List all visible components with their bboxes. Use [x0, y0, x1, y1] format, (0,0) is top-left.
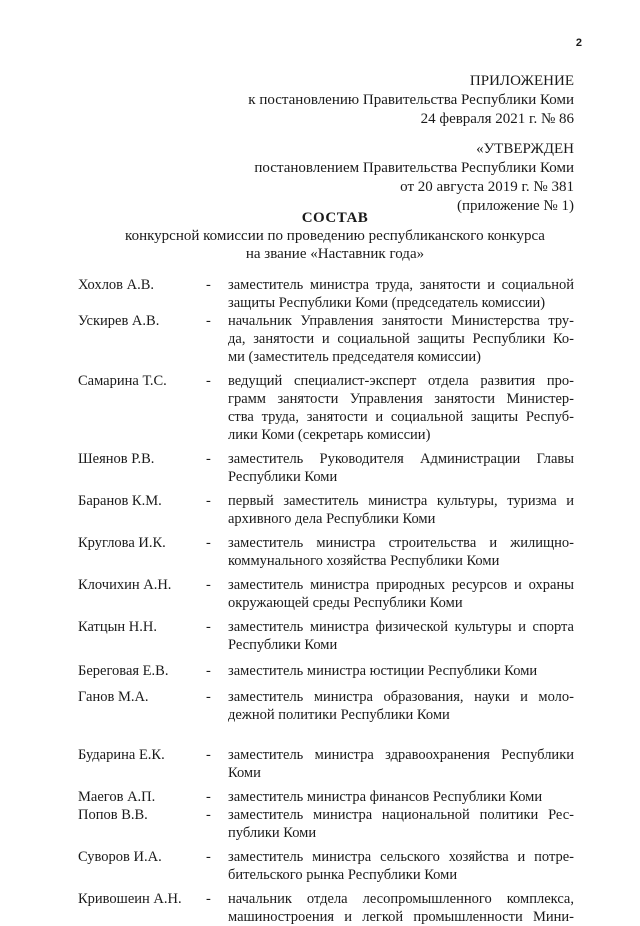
member-role	[228, 662, 574, 680]
member-name: Баранов К.М.	[78, 493, 162, 509]
member-row	[78, 746, 574, 782]
approved-label: «УТВЕРЖДЕН	[476, 141, 574, 157]
member-role	[228, 848, 574, 884]
member-role	[228, 276, 574, 312]
member-role	[228, 806, 574, 842]
approved-appendix-number: (приложение № 1)	[456, 198, 574, 214]
member-row	[78, 534, 574, 570]
member-role-line: архивного дела Республики Коми	[228, 511, 436, 527]
member-role	[228, 534, 574, 570]
member-row	[78, 848, 574, 884]
member-dash: -	[206, 493, 211, 509]
member-name: Хохлов А.В.	[78, 277, 155, 293]
appendix-header	[248, 72, 574, 129]
member-name: Бударина Е.К.	[78, 747, 165, 763]
document-title: СОСТАВ	[301, 210, 369, 226]
document-subtitle-line-2: на звание «Наставник года»	[245, 246, 425, 262]
member-row	[78, 576, 574, 612]
member-dash: -	[206, 689, 211, 705]
member-row	[78, 618, 574, 654]
appendix-label: ПРИЛОЖЕНИЕ	[469, 73, 574, 89]
member-role	[228, 450, 574, 486]
member-role-line: да, занятости и социальной защиты Республики Ко-	[228, 331, 574, 347]
member-role-line: заместитель министра сельского хозяйства и потре-	[228, 849, 574, 865]
member-name: Суворов И.А.	[78, 849, 162, 865]
member-role-line: дежной политики Республики Коми	[228, 707, 450, 723]
member-row	[78, 806, 574, 842]
member-row	[78, 662, 574, 680]
member-dash: -	[206, 891, 211, 907]
member-role-line: окружающей среды Республики Коми	[228, 595, 463, 611]
member-name: Маегов А.П.	[78, 789, 156, 805]
member-name: Кривошеин А.Н.	[78, 891, 182, 907]
member-row	[78, 312, 574, 366]
member-dash: -	[206, 577, 211, 593]
member-row	[78, 492, 574, 528]
member-role-line: бительского рынка Республики Коми	[228, 867, 458, 883]
document-subtitle-line-1: конкурсной комиссии по проведению республиканского конкурса	[125, 228, 545, 244]
member-dash: -	[206, 849, 211, 865]
member-name: Шеянов Р.В.	[78, 451, 155, 467]
approved-header	[254, 140, 574, 216]
member-dash: -	[206, 535, 211, 551]
member-role-line: ми (заместитель председателя комиссии)	[228, 349, 481, 365]
member-dash: -	[206, 313, 211, 329]
member-name: Ганов М.А.	[78, 689, 149, 705]
member-role-line: грамм занятости Управления занятости Министер-	[228, 391, 574, 407]
member-role	[228, 688, 574, 724]
member-name: Круглова И.К.	[78, 535, 166, 551]
member-role	[228, 618, 574, 654]
member-name: Попов В.В.	[78, 807, 148, 823]
member-role	[228, 372, 574, 444]
member-name: Самарина Т.С.	[78, 373, 167, 389]
member-role-line: Коми	[228, 765, 261, 781]
member-name: Клочихин А.Н.	[78, 577, 172, 593]
member-dash: -	[206, 807, 211, 823]
member-name: Ускирев А.В.	[78, 313, 160, 329]
member-dash: -	[206, 789, 211, 805]
member-name: Катцын Н.Н.	[78, 619, 157, 635]
member-role	[228, 312, 574, 366]
member-role-line: Республики Коми	[228, 637, 338, 653]
member-role	[228, 746, 574, 782]
member-row	[78, 276, 574, 312]
member-role	[228, 576, 574, 612]
page-number: 2	[575, 37, 582, 49]
member-role-line: заместитель министра труда, занятости и социальной	[228, 277, 574, 293]
approved-date: от 20 августа 2019 г. № 381	[400, 179, 574, 195]
member-role-line: заместитель министра природных ресурсов и охраны	[228, 577, 574, 593]
member-row	[78, 372, 574, 444]
commission-members-list	[78, 276, 574, 926]
appendix-date: 24 февраля 2021 г. № 86	[420, 111, 574, 127]
member-row	[78, 890, 574, 926]
document-title-block	[100, 209, 570, 263]
member-role-line: заместитель министра национальной политики Рес-	[228, 807, 574, 823]
member-row	[78, 450, 574, 486]
member-role-line: заместитель министра здравоохранения Республики	[228, 747, 574, 763]
member-dash: -	[206, 277, 211, 293]
member-role-line: лики Коми (секретарь комиссии)	[228, 427, 431, 443]
member-dash: -	[206, 619, 211, 635]
appendix-reference: к постановлению Правительства Республики Коми	[248, 92, 574, 108]
member-role	[228, 788, 574, 806]
member-row	[78, 688, 574, 724]
member-role-line: ства труда, занятости и социальной защиты Респуб-	[228, 409, 574, 425]
member-role-line: защиты Республики Коми (председатель комиссии)	[228, 295, 546, 311]
member-role-line: публики Коми	[228, 825, 317, 841]
member-row	[78, 788, 574, 806]
member-role-line: первый заместитель министра культуры, туризма и	[228, 493, 574, 509]
approved-reference: постановлением Правительства Республики Коми	[254, 160, 574, 176]
member-dash: -	[206, 451, 211, 467]
member-role-line: заместитель министра юстиции Республики Коми	[228, 663, 538, 679]
member-role-line: заместитель министра физической культуры и спорта	[228, 619, 574, 635]
member-role-line: коммунального хозяйства Республики Коми	[228, 553, 500, 569]
member-role-line: ведущий специалист-эксперт отдела развития про-	[228, 373, 574, 389]
member-role-line: Республики Коми	[228, 469, 338, 485]
member-role	[228, 492, 574, 528]
member-dash: -	[206, 747, 211, 763]
member-dash: -	[206, 663, 211, 679]
member-role-line: начальник Управления занятости Министерства тру-	[228, 313, 574, 329]
member-role-line: заместитель министра строительства и жилищно-	[228, 535, 574, 551]
member-role	[228, 890, 574, 926]
member-name: Береговая Е.В.	[78, 663, 169, 679]
member-dash: -	[206, 373, 211, 389]
member-role-line: машиностроения и легкой промышленности Мини-	[228, 909, 574, 925]
member-role-line: заместитель министра финансов Республики Коми	[228, 789, 543, 805]
member-role-line: начальник отдела лесопромышленного комплекса,	[228, 891, 574, 907]
member-role-line: заместитель министра образования, науки и моло-	[228, 689, 574, 705]
member-role-line: заместитель Руководителя Администрации Главы	[228, 451, 574, 467]
